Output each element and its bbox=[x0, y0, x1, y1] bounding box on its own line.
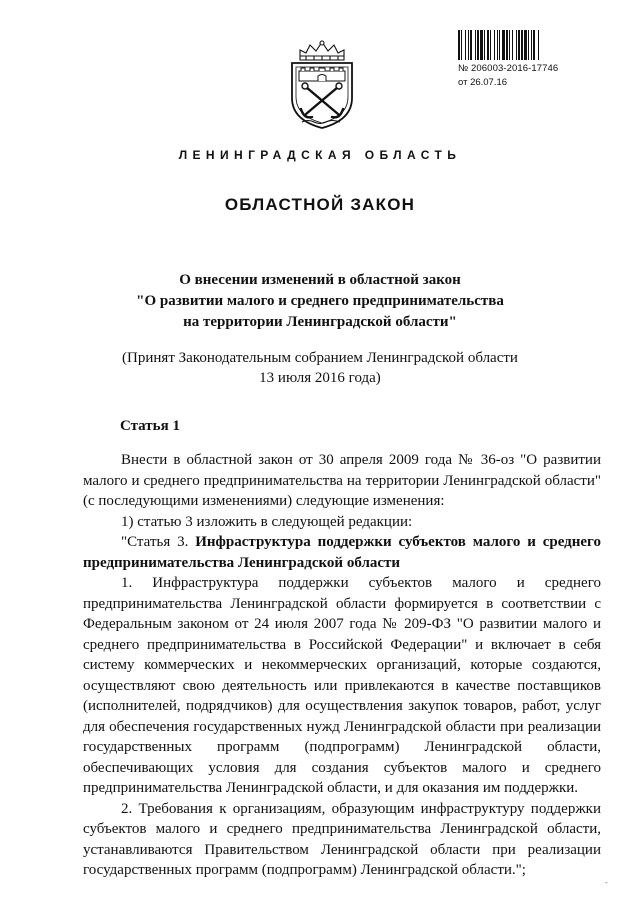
law-title-line: на территории Ленинградской области" bbox=[183, 314, 457, 330]
article-point-1: 1. Инфраструктура поддержки субъектов малого и среднего предпринимательства Ленинградской области формируется в соответствии с Федеральным законом от 24 июля 2007 года № 209-ФЗ "О развитии малого и среднего предпринимательства в Российской Федерации" и включает в себя систему коммерческих и некоммерческих организаций, которые создаются, осуществляют свою деятельность или привлекаются в качестве поставщиков (исполнителей, подрядчиков) для осуществления закупок товаров, работ, услуг для обеспечения государственных нужд Ленинградской области при реализации государственных программ (подпрограмм) Ленинградской области, обеспечивающих условия для создания субъектов малого и среднего предпринимательства Ленинградской области, и для оказания им поддержки. bbox=[83, 575, 601, 796]
law-title-line: О внесении изменений в областной закон bbox=[179, 272, 461, 288]
new-article-heading bbox=[83, 532, 601, 573]
new-article-prefix: "Статья 3. bbox=[121, 534, 196, 550]
amendment-item: 1) статью 3 изложить в следующей редакции: bbox=[121, 513, 413, 530]
registration-block bbox=[458, 30, 608, 88]
registration-number: № 206003-2016-17746 bbox=[458, 63, 559, 74]
article-point-2: 2. Требования к организациям, образующим инфраструктуру поддержки субъектов малого и среднего предпринимательства Ленинградской области, устанавливаются Правительством Ленинградской области при реализации государственных программ (подпрограмм) Ленинградской области."; bbox=[83, 800, 601, 878]
footer-mark: - bbox=[605, 878, 608, 887]
registration-date: от 26.07.16 bbox=[458, 77, 508, 88]
region-name: ЛЕНИНГРАДСКАЯ ОБЛАСТЬ bbox=[178, 148, 462, 162]
article-intro: Внести в областной закон от 30 апреля 2009 года № 36-оз "О развитии малого и среднего предпринимательства на территории Ленинградской области" (с последующими изменениями) следующие изменения: bbox=[83, 452, 601, 509]
barcode-image bbox=[458, 30, 598, 60]
article-body bbox=[83, 450, 601, 881]
adoption-line: (Принят Законодательным собранием Ленинградской области bbox=[122, 350, 518, 366]
new-article-title: Инфраструктура поддержки субъектов малого и среднего предпринимательства Ленинградской области bbox=[83, 534, 601, 571]
document-type: ОБЛАСТНОЙ ЗАКОН bbox=[224, 195, 416, 214]
article-heading: Статья 1 bbox=[120, 418, 180, 434]
law-title bbox=[110, 270, 530, 333]
adoption-note bbox=[100, 348, 540, 388]
adoption-line: 13 июля 2016 года) bbox=[259, 370, 381, 386]
law-title-line: "О развитии малого и среднего предпринимательства bbox=[136, 293, 504, 309]
coat-of-arms-icon bbox=[284, 38, 360, 130]
